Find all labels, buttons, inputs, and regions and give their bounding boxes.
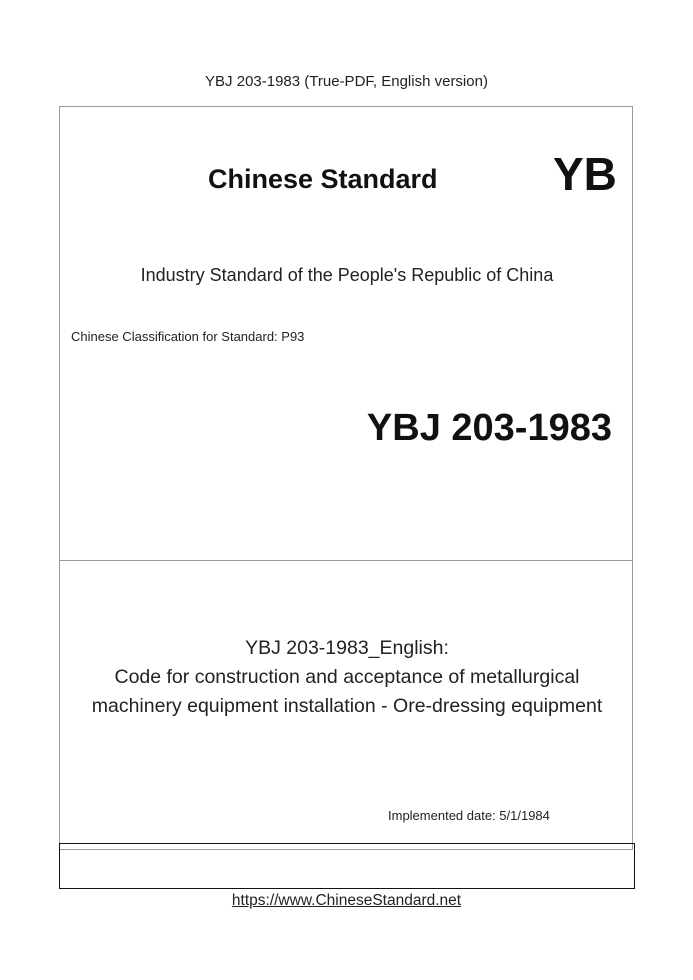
- implemented-date: Implemented date: 5/1/1984: [388, 808, 550, 823]
- cover-frame: [59, 106, 633, 886]
- description-line-3: machinery equipment installation - Ore-dressing equipment: [91, 695, 603, 717]
- cover-bottom-box: [59, 843, 635, 889]
- cover-description-section: [59, 560, 633, 850]
- cover-top-section: [59, 106, 633, 561]
- standard-code: YBJ 203-1983: [366, 407, 612, 449]
- standard-description: [60, 634, 634, 721]
- document-header: YBJ 203-1983 (True-PDF, English version): [205, 73, 488, 90]
- website-link[interactable]: https://www.ChineseStandard.net: [231, 892, 462, 909]
- industry-line: Industry Standard of the People's Republic of China: [140, 265, 554, 285]
- description-line-2: Code for construction and acceptance of metallurgical: [114, 666, 580, 688]
- cover-title: Chinese Standard: [208, 164, 438, 194]
- classification-line: Chinese Classification for Standard: P93: [71, 329, 305, 344]
- standard-brand-mark: YB: [553, 148, 617, 200]
- description-line-1: YBJ 203-1983_English:: [245, 637, 449, 659]
